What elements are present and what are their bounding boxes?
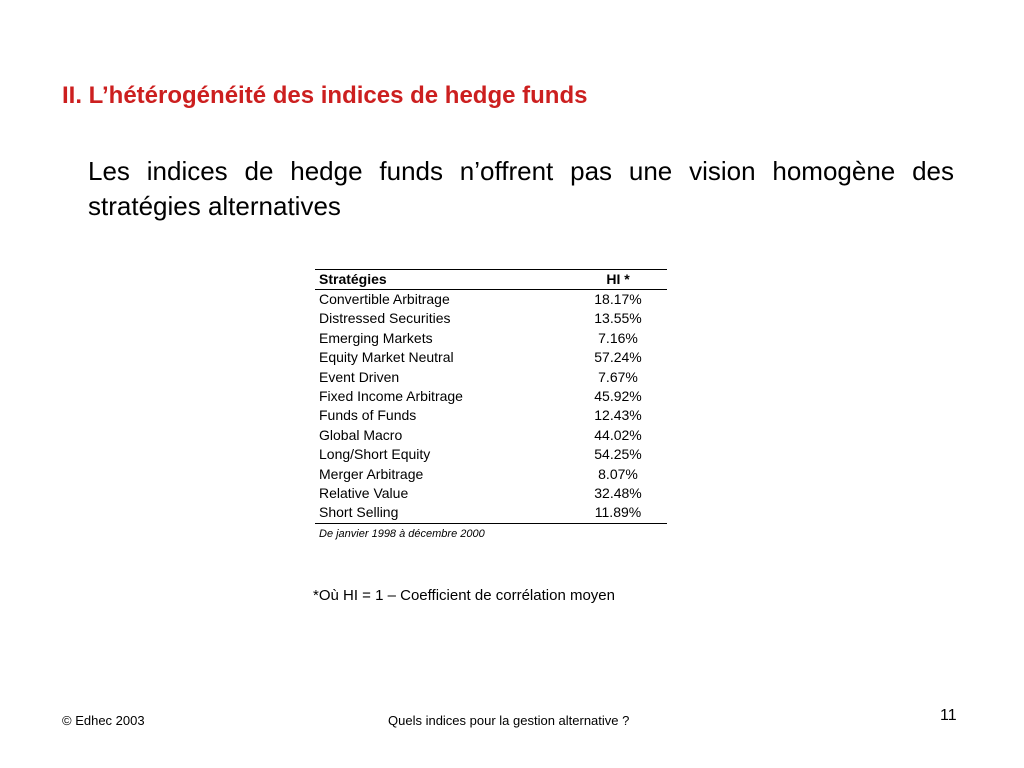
- hi-value: 11.89%: [569, 503, 667, 523]
- table-row: [315, 426, 667, 445]
- hi-value: 18.17%: [594, 291, 642, 307]
- table-row: [315, 406, 667, 425]
- strategy-name: Equity Market Neutral: [319, 349, 454, 366]
- hi-value: 7.16%: [598, 329, 638, 346]
- table-row: [315, 368, 667, 387]
- table-row: [315, 329, 667, 348]
- table-row: [315, 290, 667, 310]
- hi-value: 32.48%: [594, 485, 642, 502]
- slide-title: II. L’hétérogénéité des indices de hedge funds: [62, 82, 588, 109]
- header-hi: HI *: [569, 270, 667, 290]
- table-row: [315, 445, 667, 464]
- table-row: [315, 387, 667, 406]
- strategy-name: Convertible Arbitrage: [319, 291, 450, 307]
- hi-value: 45.92%: [594, 388, 642, 405]
- hi-value: 8.07%: [598, 465, 638, 482]
- strategy-name: Relative Value: [319, 485, 409, 502]
- hi-value: 12.43%: [594, 407, 642, 424]
- strategy-name: Funds of Funds: [319, 407, 417, 424]
- table-row: [315, 503, 667, 523]
- strategy-name: Distressed Securities: [319, 310, 451, 327]
- table-header-row: [315, 270, 667, 290]
- strategy-table-container: [315, 269, 667, 540]
- table-row: [315, 348, 667, 367]
- strategy-name: Event Driven: [319, 368, 400, 385]
- table-row: [315, 465, 667, 484]
- table-row: [315, 309, 667, 328]
- strategy-name: Emerging Markets: [319, 329, 433, 346]
- hi-value: 7.67%: [598, 368, 638, 385]
- footer-subtitle: Quels indices pour la gestion alternative ?: [388, 713, 630, 728]
- strategy-name: Merger Arbitrage: [319, 465, 424, 482]
- hi-value: 44.02%: [594, 426, 642, 443]
- strategy-name: Fixed Income Arbitrage: [319, 388, 463, 405]
- header-strategies: Stratégies: [315, 270, 569, 290]
- strategy-table: [315, 269, 667, 524]
- hi-value: 54.25%: [594, 446, 642, 463]
- strategy-name: Global Macro: [319, 426, 403, 443]
- footer-copyright: © Edhec 2003: [62, 713, 145, 728]
- hi-value: 57.24%: [594, 349, 642, 366]
- hi-value: 13.55%: [594, 310, 642, 327]
- intro-text: Les indices de hedge funds n’offrent pas une vision homogène des stratégies alternatives: [88, 156, 954, 221]
- table-period-note: De janvier 1998 à décembre 2000: [319, 527, 485, 540]
- page-number: 11: [940, 707, 957, 724]
- hi-definition-footnote: *Où HI = 1 – Coefficient de corrélation moyen: [313, 587, 615, 604]
- strategy-name: Short Selling: [315, 503, 569, 523]
- table-row: [315, 484, 667, 503]
- strategy-name: Long/Short Equity: [319, 446, 431, 463]
